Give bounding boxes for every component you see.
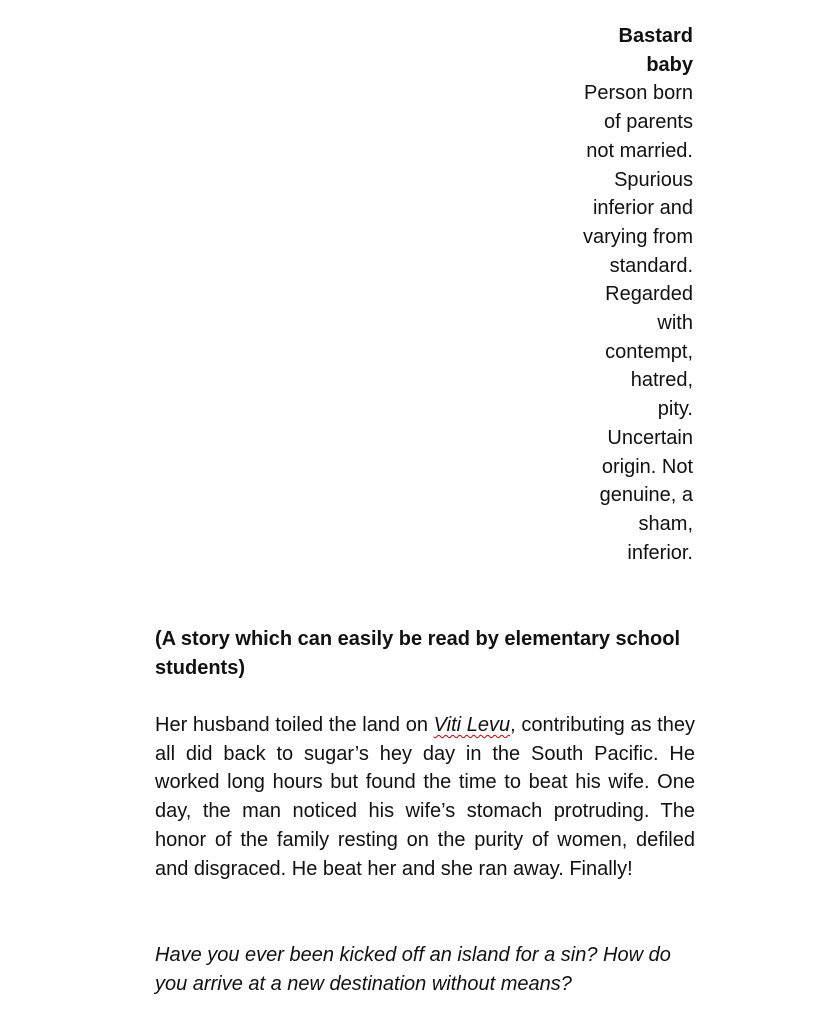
- definition-line: with: [657, 312, 693, 335]
- definition-line: not married.: [586, 139, 693, 162]
- definition-line: genuine, a: [599, 484, 693, 507]
- definition-line: Uncertain: [607, 426, 693, 449]
- story-text: , contributing as they all did back to sugar’s hey day in the South Pacific. He worked long hours but found the time to beat his wife. One day, the man noticed his wife’s stomach protruding. The honor of the family resting on the purity of women, defiled and disgraced. He beat her and she ran away. Finally!: [155, 714, 695, 880]
- story-text: Her husband toiled the land on: [155, 714, 434, 736]
- definition-line: standard.: [609, 254, 693, 277]
- definition-line: varying from: [582, 225, 693, 248]
- definition-line: of parents: [604, 111, 693, 134]
- story-subtitle: (A story which can easily be read by elementary school students): [155, 628, 681, 679]
- place-name-spellcheck-flagged[interactable]: Viti Levu: [433, 714, 511, 736]
- definition-line: Person born: [584, 82, 693, 105]
- definition-line: hatred,: [630, 369, 693, 392]
- definition-line: inferior.: [627, 541, 693, 564]
- story-question: Have you ever been kicked off an island for a sin? How do you arrive at a new destination without means?: [155, 944, 671, 995]
- definition-line: pity.: [657, 398, 693, 421]
- definition-line: Spurious: [614, 168, 693, 191]
- definition-line: origin. Not: [601, 455, 693, 478]
- definition-line: inferior and: [592, 197, 693, 220]
- definition-line: contempt,: [605, 340, 693, 363]
- definition-term-line-1: Bastard: [618, 25, 693, 47]
- definition-block: [540, 22, 693, 567]
- definition-term-line-2: baby: [646, 53, 693, 76]
- story-paragraph: [155, 711, 695, 883]
- definition-line: Regarded: [605, 283, 693, 306]
- definition-line: sham,: [638, 512, 693, 535]
